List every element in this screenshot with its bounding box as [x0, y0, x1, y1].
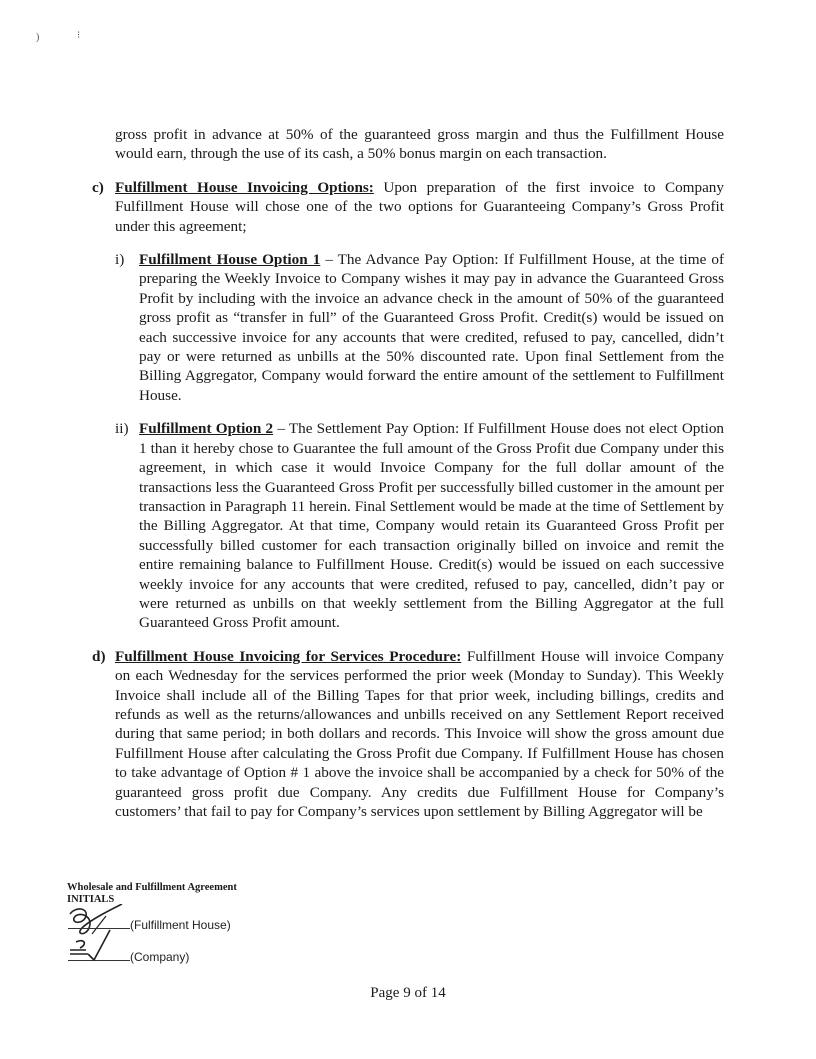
initials-line	[68, 928, 130, 929]
option-1	[115, 250, 724, 405]
document-body	[92, 125, 724, 821]
agreement-title: Wholesale and Fulfillment Agreement	[67, 882, 237, 893]
option-1-text: – The Advance Pay Option: If Fulfillment House, at the time of preparing the Weekly Invoice to Company wishes it may pay in advance the Guaranteed Gross Profit by including with the invoice an advance check in the amount of 50% of the guaranteed gross profit as “transfer in full” of the Guaranteed Gross Profit. Credit(s) would be issued on each successive invoice for any accounts that were credited, refused to pay, cancelled, didn’t pay or were returned as unbills at the 50% discounted rate. Upon final Settlement from the Billing Aggregator, Company would forward the entire amount of the settlement to Fulfillment House.	[139, 251, 724, 404]
option-2-body	[139, 419, 724, 632]
initials-party-label: (Fulfillment House)	[130, 918, 231, 932]
section-d-label: d)	[92, 647, 106, 665]
scan-artifact: ⁝	[77, 30, 81, 41]
intro-line-1: gross profit in advance at 50% of the guaranteed gross margin and thus the Fulfillment	[115, 126, 679, 143]
initials-party-label: (Company)	[130, 950, 190, 964]
page-number: Page 9 of 14	[370, 985, 446, 1001]
initials-company	[68, 950, 189, 964]
intro-line-2: House would earn, through the use of its cash, a 50% bonus margin on each transaction.	[115, 126, 724, 163]
section-c-text: Upon preparation of the first invoice to Company Fulfillment House will chose one of the two options for Guaranteeing Company’s Gross Profit under this agreement;	[115, 178, 724, 235]
footer-agreement	[67, 882, 237, 906]
option-1-body	[139, 250, 724, 405]
option-2-text: – The Settlement Pay Option: If Fulfillment House does not elect Option 1 than it hereby chose to Guarantee the full amount of the Gross Profit due Company under this agreement, in which case it would Invoice Company for the full dollar amount of the transactions less the Guaranteed Gross Profit per successfully billed customer in the amount per transaction in Paragraph 11 herein. Final Settlement would be made at the time of Settlement by the Billing Aggregator. At that time, Company would retain its Guaranteed Gross Profit per successfully billed customer for each transaction originally billed on invoice and remit the entire remaining balance to Fulfillment House. Credit(s) would be issued on each successive weekly invoice for any accounts that were credited, refused to pay, cancelled, didn’t pay or were returned as unbills on that weekly settlement from the Billing Aggregator at the full Guaranteed Gross Profit amount.	[139, 420, 725, 632]
initials-fulfillment-house	[68, 918, 231, 932]
section-c-heading: Fulfillment House Invoicing Options:	[115, 178, 374, 196]
section-c-label: c)	[92, 178, 104, 196]
option-1-heading: Fulfillment House Option 1	[139, 251, 321, 269]
option-1-label: i)	[115, 251, 125, 269]
section-d-text: Fulfillment House will invoice Company on each Wednesday for the services performed the prior week (Monday to Sunday). This Weekly Invoice shall include all of the Billing Tapes for that prior week, including billings, credits and refunds as well as the returns/allowances and unbills received on any Settlement Report received during that same period; in both dollars and records. This Invoice will show the gross amount due Fulfillment House after calculating the Gross Profit due Company. If Fulfillment House has chosen to take advantage of Option # 1 above the invoice shall be accompanied by a check for 50% of the guaranteed gross profit due Company. Any credits due Fulfillment House for Company’s customers’ that fail to pay for Company’s services upon settlement by Billing Aggregator will be	[115, 647, 724, 820]
section-d-heading: Fulfillment House Invoicing for Services Procedure:	[115, 647, 462, 665]
section-d-body	[115, 647, 724, 822]
scan-artifact: )	[36, 32, 40, 43]
section-c-body	[115, 178, 724, 236]
option-2-heading: Fulfillment Option 2	[139, 420, 274, 438]
initials-label: INITIALS	[67, 894, 115, 905]
option-2	[115, 419, 724, 632]
initials-line	[68, 960, 130, 961]
section-d	[92, 647, 724, 822]
section-c	[92, 178, 724, 236]
intro-paragraph	[115, 125, 724, 164]
option-2-label: ii)	[115, 420, 129, 438]
